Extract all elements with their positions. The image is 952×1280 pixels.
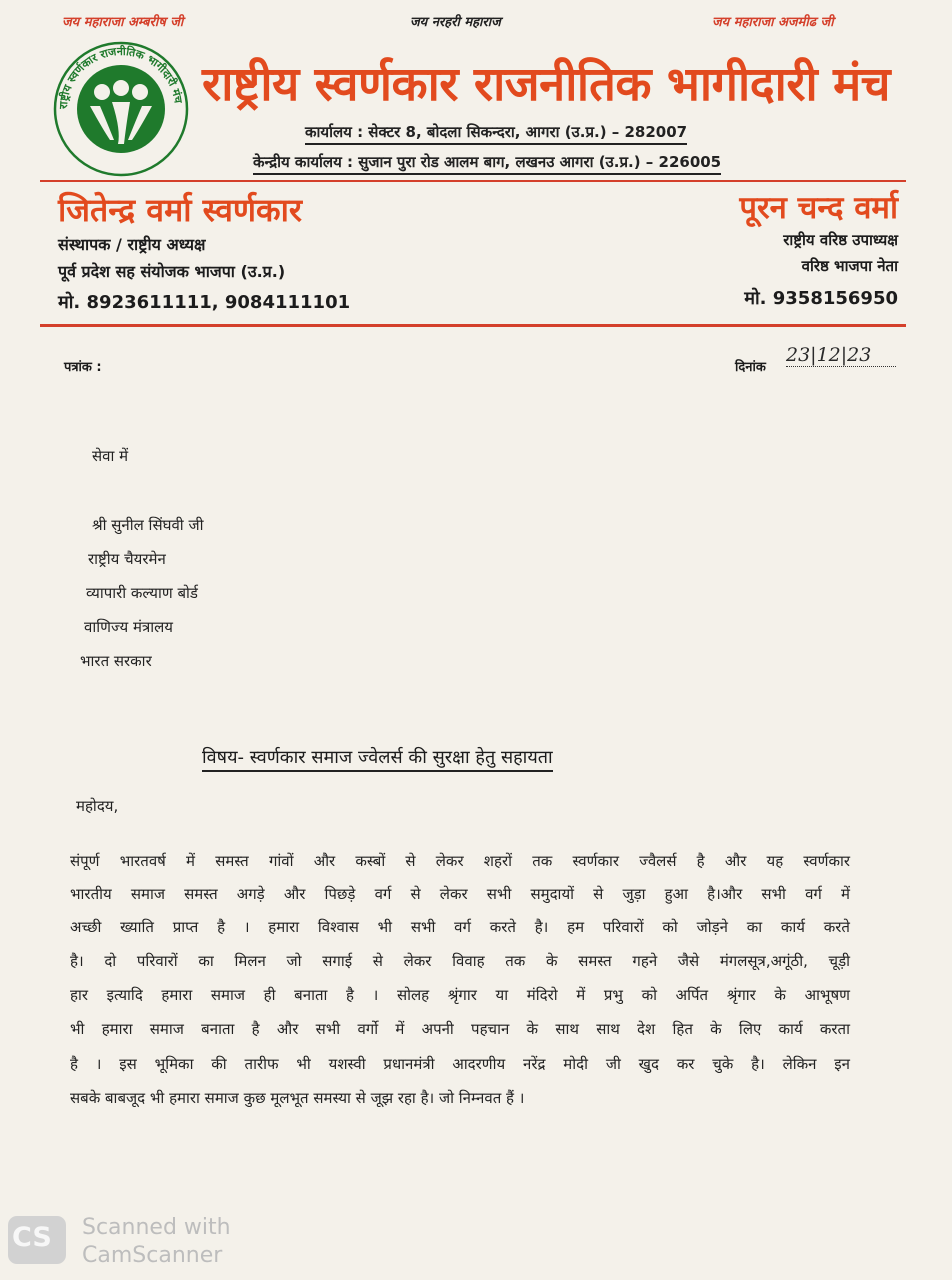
right-person-name: पूरन चन्द वर्मा bbox=[739, 190, 898, 226]
body-line: है। दो परिवारों का मिलन जो सगाई से लेकर विवाह तक के समस्त गहने जैसे मंगलसूत्र,अगूंठी, चूड़ी bbox=[70, 952, 850, 970]
org-name: राष्ट्रीय स्वर्णकार राजनीतिक भागीदारी मंच bbox=[202, 57, 891, 112]
date-label: दिनांक bbox=[735, 360, 766, 375]
org-logo bbox=[52, 40, 190, 178]
letter-subject: विषय- स्वर्णकार समाज ज्वेलर्स की सुरक्षा हेतु सहायता bbox=[202, 745, 553, 772]
logo-ring-text: राष्ट्रीय स्वर्णकार राजनीतिक भागीदारी मंच bbox=[56, 44, 185, 110]
body-line: भी हमारा समाज बनाता है और सभी वर्गो में अपनी पहचान के साथ साथ देश हित के लिए कार्य करता bbox=[70, 1020, 850, 1038]
salutation-to: सेवा में bbox=[92, 447, 129, 465]
left-person-subtitle: पूर्व प्रदेश सह संयोजक भाजपा (उ.प्र.) bbox=[58, 262, 286, 281]
camscanner-badge-text: CS bbox=[12, 1222, 52, 1253]
body-line: है । इस भूमिका की तारीफ भी यशस्वी प्रधानमंत्री आदरणीय नरेंद्र मोदी जी खुद कर चुके है। लेकिन इन bbox=[70, 1055, 850, 1073]
left-person-name: जितेन्द्र वर्मा स्वर्णकार bbox=[58, 191, 302, 229]
central-office-address: केन्द्रीय कार्यालय : सुजान पुरा रोड आलम बाग, लखनउ आगरा (उ.प्र.) – 226005 bbox=[253, 152, 721, 175]
header-left-tag: जय महाराजा अम्बरीष जी bbox=[62, 15, 184, 30]
recipient-line: भारत सरकार bbox=[80, 652, 152, 670]
header-center-tag: जय नरहरी महाराज bbox=[410, 15, 501, 30]
body-line: हार इत्यादि हमारा समाज ही बनाता है । सोलह श्रृंगार या मंदिरो में प्रभु को अर्पित श्रृंगार के आभूषण bbox=[70, 986, 850, 1004]
office-address: कार्यालय : सेक्टर 8, बोदला सिकन्दरा, आगरा (उ.प्र.) – 282007 bbox=[305, 122, 687, 145]
body-line: भारतीय समाज समस्त अगड़े और पिछड़े वर्ग से लेकर सभी समुदायों से जुड़ा हुआ है।और सभी वर्ग में bbox=[70, 885, 850, 903]
header-right-tag: जय महाराजा अजमीढ जी bbox=[712, 15, 834, 30]
watermark-line2: CamScanner bbox=[82, 1243, 223, 1268]
left-person-phone: मो. 8923611111, 9084111101 bbox=[58, 292, 351, 313]
right-person-title: राष्ट्रीय वरिष्ठ उपाध्यक्ष bbox=[783, 231, 898, 249]
body-line: सबके बाबजूद भी हमारा समाज कुछ मूलभूत समस्या से जूझ रहा है। जो निम्नवत हैं । bbox=[70, 1089, 525, 1107]
date-value-handwritten: 23|12|23 bbox=[786, 344, 896, 367]
reference-label: पत्रांक : bbox=[64, 360, 102, 375]
right-person-subtitle: वरिष्ठ भाजपा नेता bbox=[801, 257, 898, 275]
greeting: महोदय, bbox=[76, 797, 119, 815]
body-line: संपूर्ण भारतवर्ष में समस्त गांवों और कस्बों से लेकर शहरों तक स्वर्णकार ज्वैलर्स है और यह स्वर्णकार bbox=[70, 852, 850, 870]
right-person-phone: मो. 9358156950 bbox=[744, 288, 898, 309]
watermark-line1: Scanned with bbox=[82, 1215, 231, 1240]
left-person-title: संस्थापक / राष्ट्रीय अध्यक्ष bbox=[58, 235, 206, 254]
recipient-line: राष्ट्रीय चैयरमेन bbox=[88, 550, 166, 568]
camscanner-watermark bbox=[82, 1214, 231, 1270]
letterhead-divider bbox=[40, 324, 906, 327]
body-line: अच्छी ख्याति प्राप्त है । हमारा विश्वास भी सभी वर्ग करते है। हम परिवारों को जोड़ने का कार्य करते bbox=[70, 918, 850, 936]
recipient-line: श्री सुनील सिंघवी जी bbox=[92, 516, 204, 534]
recipient-line: व्यापारी कल्याण बोर्ड bbox=[86, 584, 198, 602]
header-divider bbox=[40, 180, 906, 182]
recipient-line: वाणिज्य मंत्रालय bbox=[84, 618, 174, 636]
